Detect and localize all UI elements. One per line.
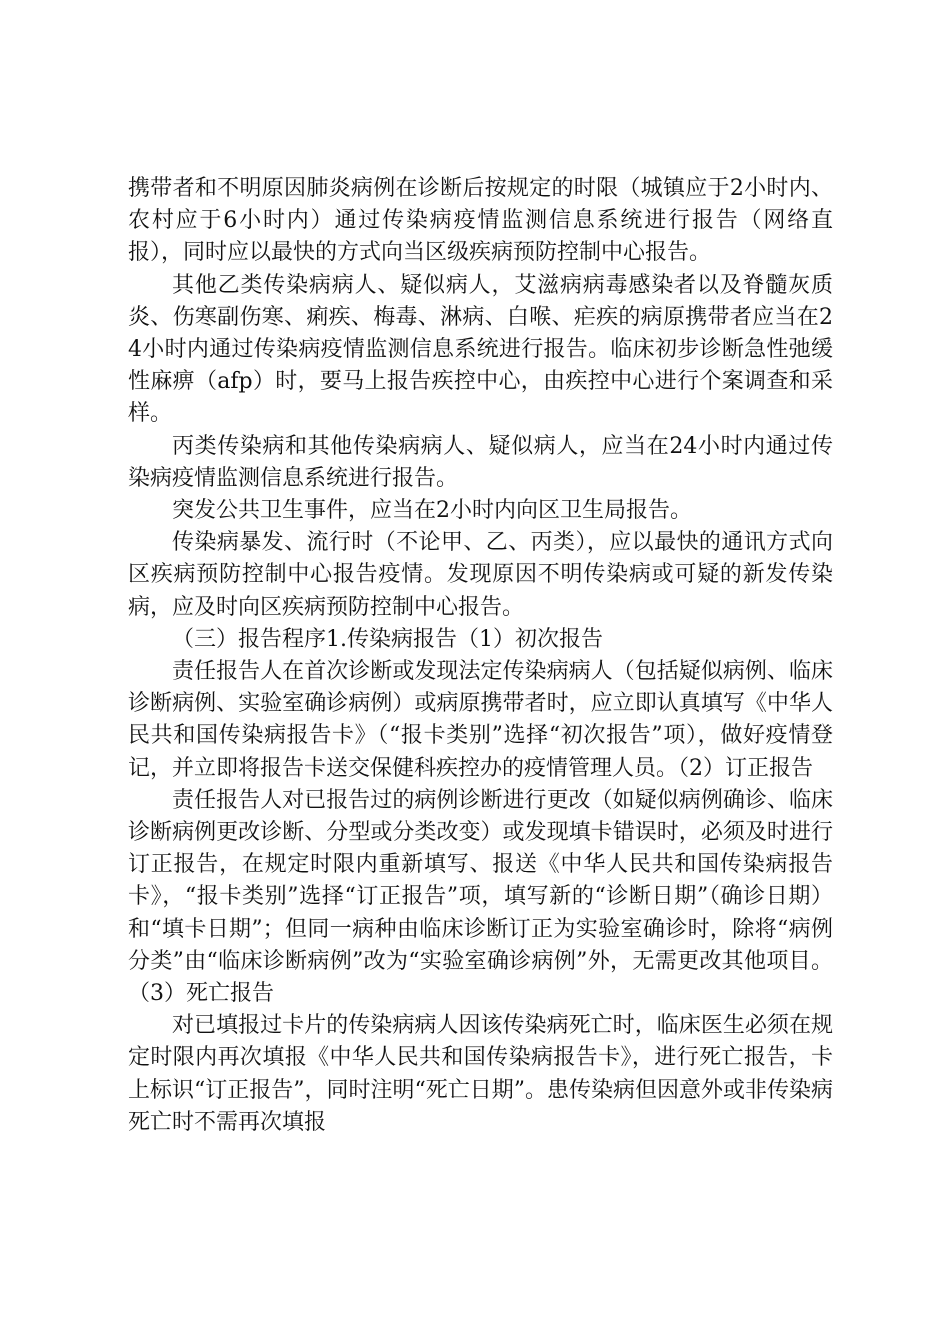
paragraph-9: 对已填报过卡片的传染病病人因该传染病死亡时，临床医生必须在规定时限内再次填报《中华人民共和国传染病报告卡》，进行死亡报告，卡上标识“订正报告”，同时注明“死亡日期”。患传染病但因意外或非传染病死亡时不需再次填报: [128, 1013, 833, 1135]
paragraph-8: 责任报告人对已报告过的病例诊断进行更改（如疑似病例确诊、临床诊断病例更改诊断、分型或分类改变）或发现填卡错误时，必须及时进行订正报告，在规定时限内重新填写、报送《中华人民共和国传染病报告卡》，“报卡类别”选择“订正报告”项，填写新的“诊断日期”（确诊日期）和“填卡日期”；但同一病种由临床诊断订正为实验室确诊时，除将“病例分类”由“临床诊断病例”改为“实验室确诊病例”外，无需更改其他项目。（3）死亡报告: [128, 787, 833, 1007]
paragraph-2: 其他乙类传染病病人、疑似病人，艾滋病病毒感染者以及脊髓灰质炎、伤寒副伤寒、痢疾、梅毒、淋病、白喉、疟疾的病原携带者应当在24小时内通过传染病疫情监测信息系统进行报告。临床初步诊断急性弛缓性麻痹（afp）时，要马上报告疾控中心，由疾控中心进行个案调查和采样。: [128, 272, 833, 427]
section-heading-report-procedure: （三）报告程序1.传染病报告（1）初次报告: [172, 626, 603, 652]
paragraph-4: 突发公共卫生事件，应当在2小时内向区卫生局报告。: [172, 498, 692, 524]
paragraph-7: 责任报告人在首次诊断或发现法定传染病病人（包括疑似病例、临床诊断病例、实验室确诊病例）或病原携带者时，应立即认真填写《中华人民共和国传染病报告卡》（“报卡类别”选择“初次报告”项），做好疫情登记，并立即将报告卡送交保健科疾控办的疫情管理人员。（2）订正报告: [128, 659, 833, 781]
paragraph-3: 丙类传染病和其他传染病病人、疑似病人，应当在24小时内通过传染病疫情监测信息系统进行报告。: [128, 433, 833, 491]
paragraph-5: 传染病暴发、流行时（不论甲、乙、丙类），应以最快的通讯方式向区疾病预防控制中心报告疫情。发现原因不明传染病或可疑的新发传染病，应及时向区疾病预防控制中心报告。: [128, 530, 833, 620]
paragraph-1: 携带者和不明原因肺炎病例在诊断后按规定的时限（城镇应于2小时内、农村应于6小时内）通过传染病疫情监测信息系统进行报告（网络直报），同时应以最快的方式向当区级疾病预防控制中心报告。: [128, 176, 833, 266]
document-body: [128, 173, 833, 1139]
